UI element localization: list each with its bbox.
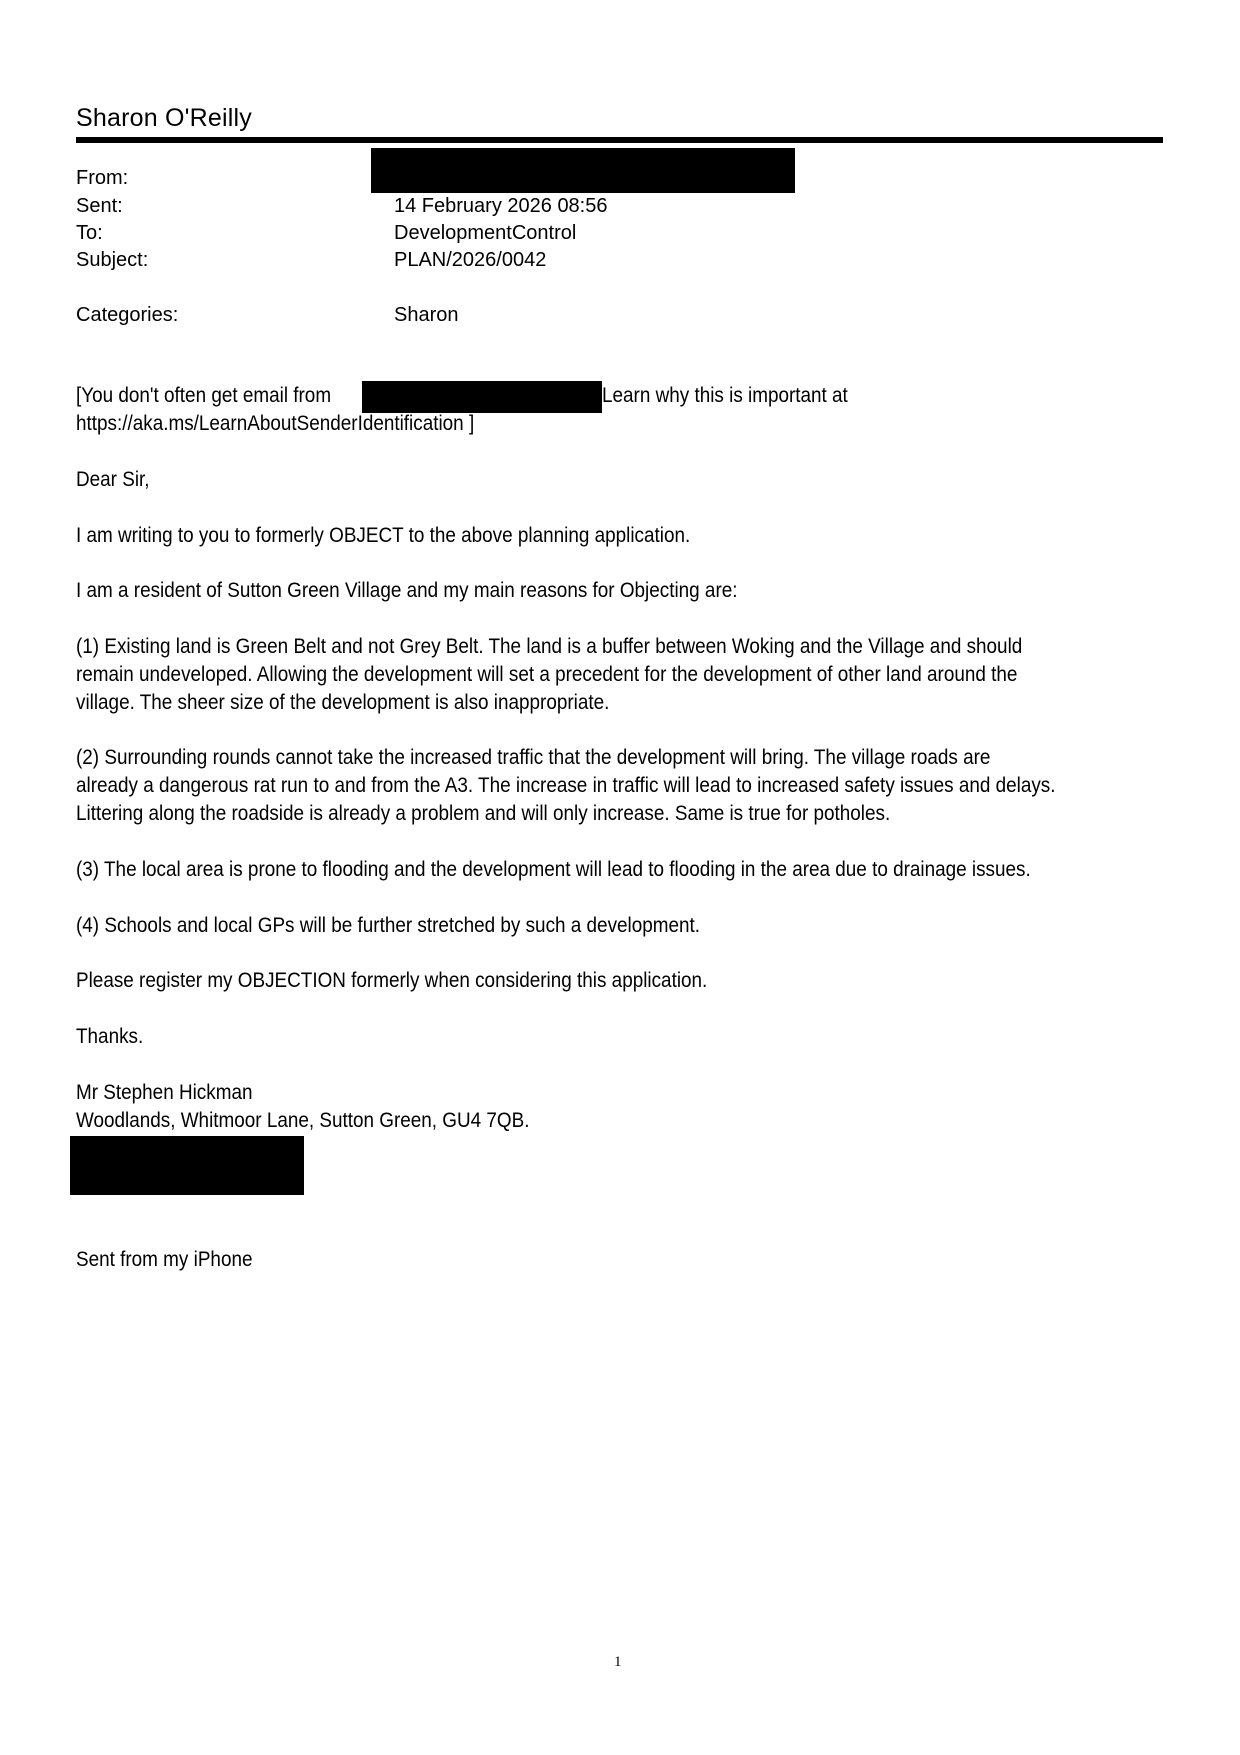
reason-2-line-3: Littering along the roadside is already a problem and will only increase. Same is true for potholes.: [76, 802, 891, 825]
sender-notice-part2: Learn why this is important at: [602, 384, 848, 407]
reason-4: (4) Schools and local GPs will be further stretched by such a development.: [76, 914, 701, 937]
from-label: From:: [76, 167, 129, 189]
signature-address: Woodlands, Whitmoor Lane, Sutton Green, GU4 7QB.: [76, 1109, 530, 1132]
to-label: To:: [76, 222, 103, 244]
from-redaction: [371, 148, 795, 193]
categories-label: Categories:: [76, 304, 179, 326]
categories-value: Sharon: [394, 304, 459, 326]
subject-value: PLAN/2026/0042: [394, 249, 547, 271]
page-number: 1: [614, 1654, 622, 1670]
sent-label: Sent:: [76, 195, 123, 217]
to-value: DevelopmentControl: [394, 222, 577, 244]
document-owner-name: Sharon O'Reilly: [76, 104, 252, 132]
signature-name: Mr Stephen Hickman: [76, 1081, 253, 1104]
reason-3: (3) The local area is prone to flooding and the development will lead to flooding in the area due to drainage issues.: [76, 858, 1031, 881]
reason-1-line-3: village. The sheer size of the development is also inappropriate.: [76, 691, 610, 714]
header-rule: [76, 137, 1163, 143]
subject-label: Subject:: [76, 249, 149, 271]
sender-redaction: [362, 381, 602, 413]
sender-notice-link[interactable]: https://aka.ms/LearnAboutSenderIdentification ]: [76, 412, 475, 435]
reason-2-line-1: (2) Surrounding rounds cannot take the increased traffic that the development will bring. The village roads are: [76, 746, 991, 769]
closing-paragraph: Please register my OBJECTION formerly when considering this application.: [76, 969, 708, 992]
greeting: Dear Sir,: [76, 468, 150, 491]
intro-paragraph: I am writing to you to formerly OBJECT to the above planning application.: [76, 524, 691, 547]
reason-2-line-2: already a dangerous rat run to and from the A3. The increase in traffic will lead to increased safety issues and delays.: [76, 774, 1056, 797]
sender-notice-part1: [You don't often get email from: [76, 384, 332, 407]
sent-value: 14 February 2026 08:56: [394, 195, 608, 217]
signature-redaction: [70, 1136, 304, 1195]
thanks: Thanks.: [76, 1025, 144, 1048]
reason-1-line-2: remain undeveloped. Allowing the development will set a precedent for the development of other land around the: [76, 663, 1018, 686]
sent-from-footer: Sent from my iPhone: [76, 1248, 253, 1271]
reasons-intro: I am a resident of Sutton Green Village and my main reasons for Objecting are:: [76, 579, 738, 602]
reason-1-line-1: (1) Existing land is Green Belt and not Grey Belt. The land is a buffer between Woking and the Village and should: [76, 635, 1023, 658]
